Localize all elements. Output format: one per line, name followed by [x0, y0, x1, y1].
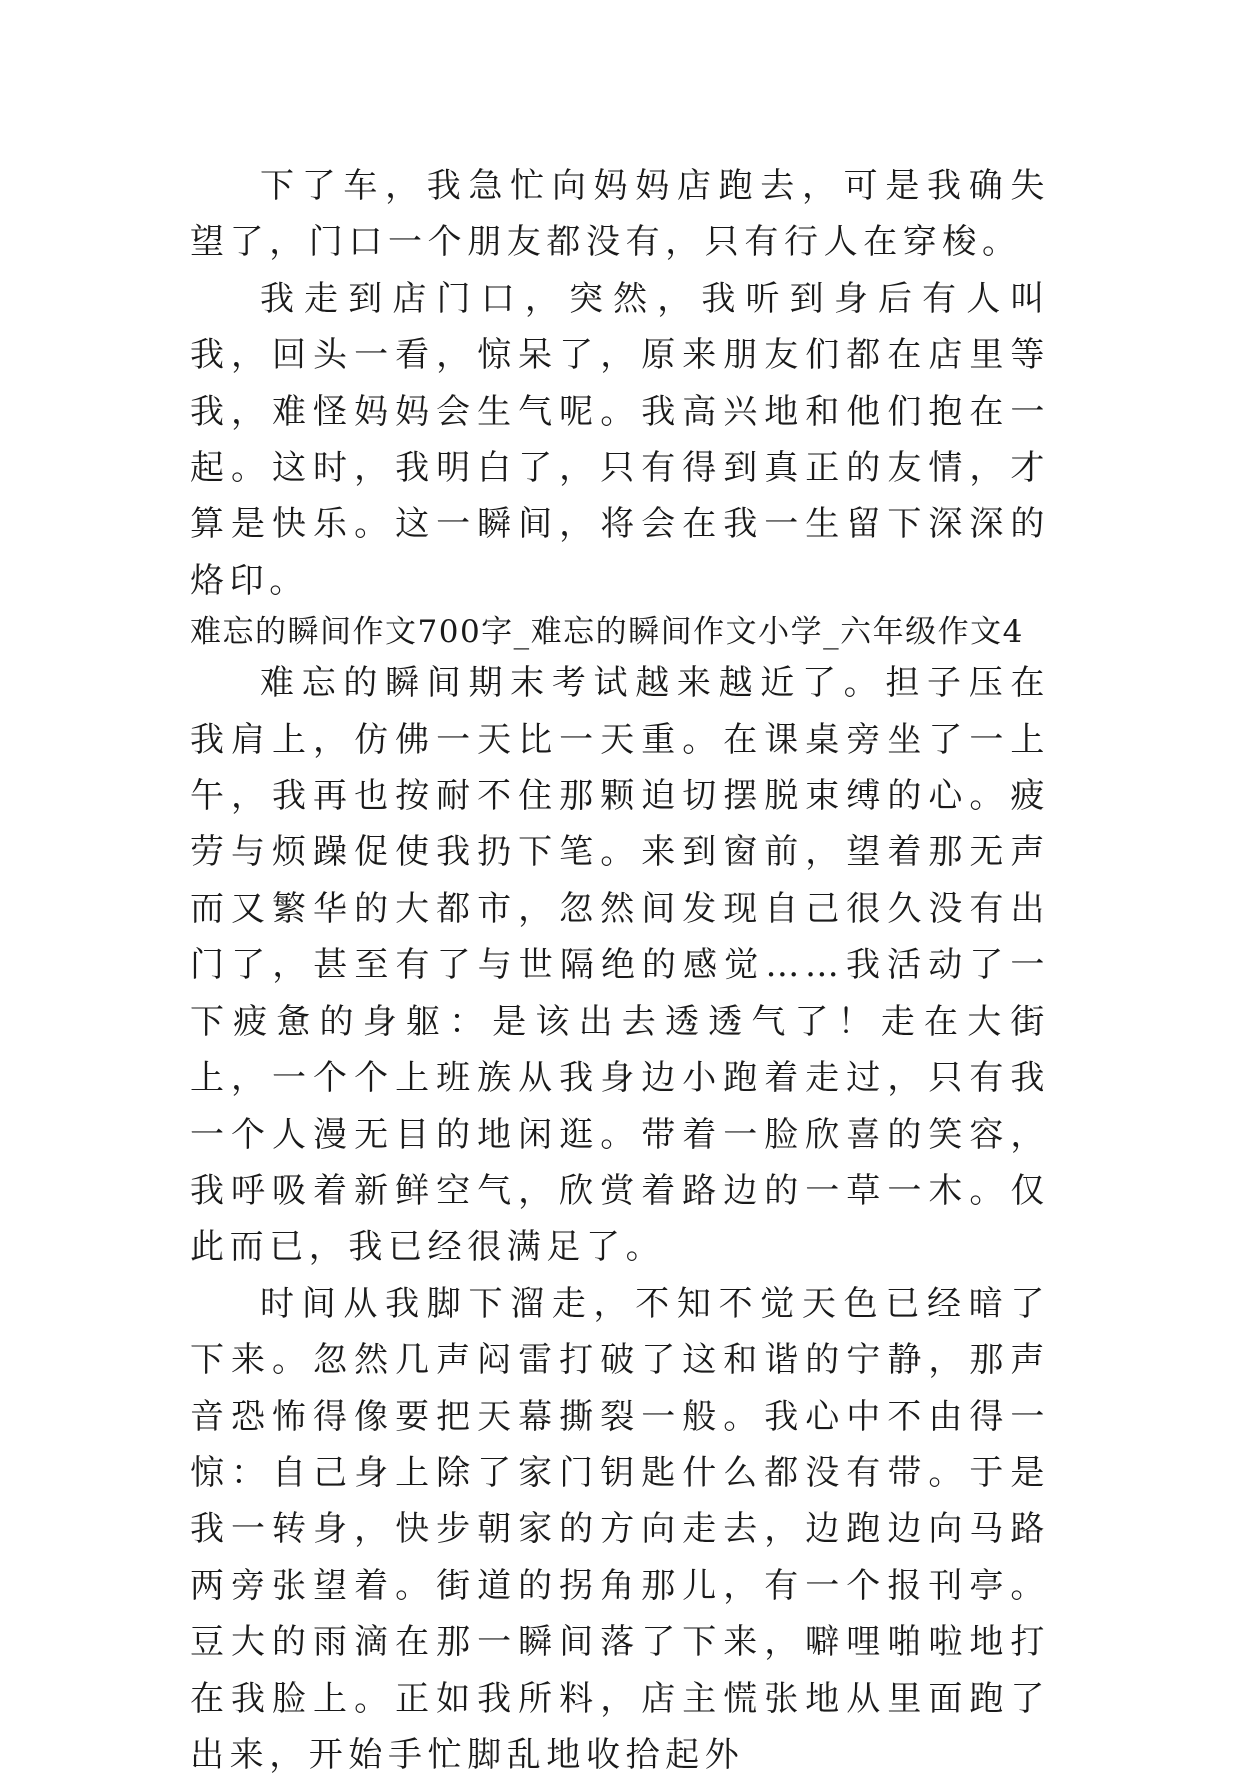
paragraph-1: 下了车，我急忙向妈妈店跑去，可是我确失望了，门口一个朋友都没有，只有行人在穿梭。: [190, 166, 1050, 263]
document-body: [190, 158, 1050, 1783]
paragraph-3: 难忘的瞬间期末考试越来越近了。担子压在我肩上，仿佛一天比一天重。在课桌旁坐了一上午，我再也按耐不住那颗迫切摆脱束缚的心。疲劳与烦躁促使我扔下笔。来到窗前，望着那无声而又繁华的大都市，忽然间发现自己很久没有出门了，甚至有了与世隔绝的感觉……我活动了一下疲惫的身躯：是该出去透透气了！走在大街上，一个个上班族从我身边小跑着走过，只有我一个人漫无目的地闲逛。带着一脸欣喜的笑容，我呼吸着新鲜空气，欣赏着路边的一草一木。仅此而已，我已经很满足了。: [190, 663, 1050, 1268]
section-heading: 难忘的瞬间作文700字_难忘的瞬间作文小学_六年级作文4: [190, 614, 1024, 651]
paragraph-2: 我走到店门口，突然，我听到身后有人叫我，回头一看，惊呆了，原来朋友们都在店里等我，难怪妈妈会生气呢。我高兴地和他们抱在一起。这时，我明白了，只有得到真正的友情，才算是快乐。这一瞬间，将会在我一生留下深深的烙印。: [190, 278, 1050, 601]
paragraph-4: 时间从我脚下溜走，不知不觉天色已经暗了下来。忽然几声闷雷打破了这和谐的宁静，那声音恐怖得像要把天幕撕裂一般。我心中不由得一惊：自己身上除了家门钥匙什么都没有带。于是我一转身，快步朝家的方向走去，边跑边向马路两旁张望着。街道的拐角那儿，有一个报刊亭。豆大的雨滴在那一瞬间落了下来，噼哩啪啦地打在我脸上。正如我所料，店主慌张地从里面跑了出来，开始手忙脚乱地收拾起外: [190, 1283, 1050, 1775]
